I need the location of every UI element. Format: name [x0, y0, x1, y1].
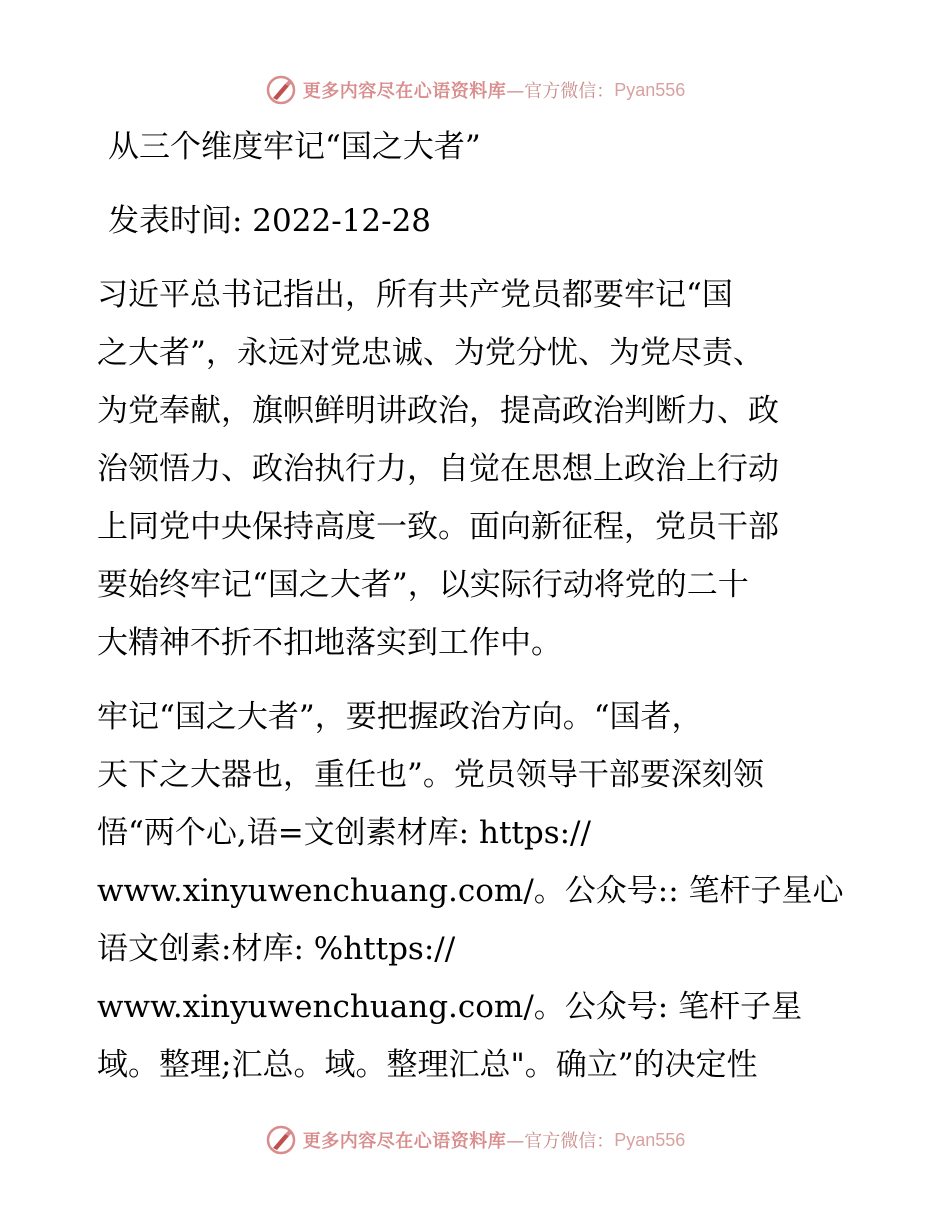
document-title: 从三个维度牢记“国之大者”	[108, 129, 481, 165]
pen-logo-icon	[265, 1124, 297, 1156]
body-line: 治领悟力、政治执行力，自觉在思想上政治上行动	[97, 451, 779, 487]
watermark-header	[0, 70, 950, 110]
watermark-wechat-id: Pyan556	[614, 1129, 686, 1150]
publish-date: 发表时间: 2022-12-28	[108, 203, 432, 239]
watermark-wechat-id: Pyan556	[614, 79, 686, 100]
watermark-main-text: 更多内容尽在心语资料库	[302, 81, 507, 102]
body-line: 要始终牢记“国之大者”，以实际行动将党的二十	[97, 567, 749, 603]
body-line: 天下之大器也，重任也”。党员领导干部要深刻领	[97, 757, 764, 793]
body-line: 之大者”，永远对党忠诚、为党分忧、为党尽责、	[97, 335, 764, 371]
body-line: www.xinyuwenchuang.com/。公众号:: 笔杆子星心	[97, 873, 844, 909]
body-line: 悟“两个心,语=文创素材库: https://	[97, 815, 591, 851]
watermark-separator: —官方微信：	[506, 81, 615, 102]
body-line: 牢记“国之大者”，要把握政治方向。“国者，	[97, 699, 703, 735]
watermark-footer	[0, 1120, 950, 1160]
body-line: www.xinyuwenchuang.com/。公众号: 笔杆子星	[97, 989, 803, 1025]
body-line: 上同党中央保持高度一致。面向新征程，党员干部	[97, 509, 779, 545]
body-line: 域。整理;汇总。域。整理汇总"。确立”的决定性	[97, 1047, 758, 1083]
watermark-separator: —官方微信：	[506, 1131, 615, 1152]
body-line: 习近平总书记指出，所有共产党员都要牢记“国	[97, 277, 733, 313]
watermark-main-text: 更多内容尽在心语资料库	[302, 1131, 507, 1152]
body-line: 语文创素:材库: %https://	[97, 931, 456, 967]
body-line: 大精神不折不扣地落实到工作中。	[97, 625, 562, 661]
pen-logo-icon	[265, 74, 297, 106]
body-line: 为党奉献，旗帜鲜明讲政治，提高政治判断力、政	[97, 393, 779, 429]
